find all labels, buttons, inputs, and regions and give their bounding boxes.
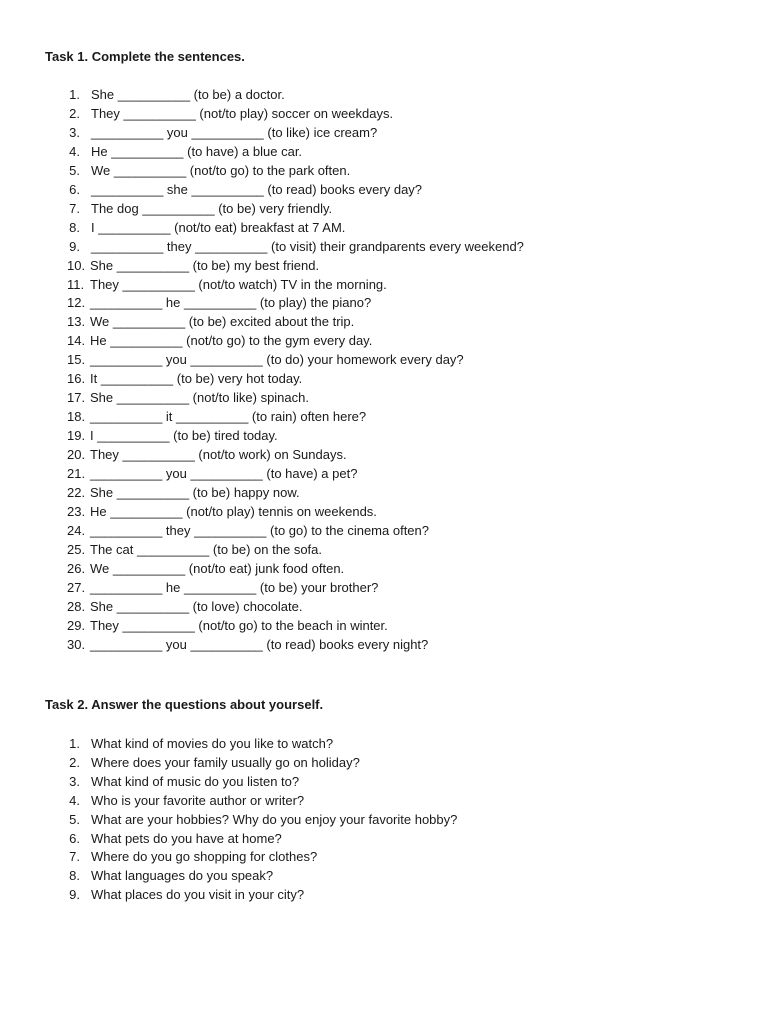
item-text: They __________ (not/to work) on Sundays.	[90, 447, 347, 463]
item-number: 2.	[69, 754, 80, 770]
item-number: 6.	[69, 181, 80, 197]
item-number: 18.	[67, 409, 86, 425]
task2-title: Task 2. Answer the questions about yourself.	[45, 697, 324, 712]
item-text: I __________ (not/to eat) breakfast at 7 AM.	[91, 219, 346, 235]
item-text: She __________ (to be) a doctor.	[91, 87, 285, 102]
item-number: 3.	[69, 124, 80, 140]
item-number: 10.	[67, 257, 86, 273]
item-number: 29.	[67, 617, 86, 633]
item-number: 7.	[69, 200, 80, 216]
item-number: 30.	[67, 636, 86, 652]
item-number: 7.	[69, 849, 80, 865]
item-text: She __________ (to love) chocolate.	[90, 598, 303, 614]
item-text: __________ you __________ (to read) books every night?	[90, 636, 429, 652]
item-text: He __________ (not/to go) to the gym every day.	[90, 333, 373, 349]
item-number: 4.	[69, 792, 80, 808]
item-text: He __________ (not/to play) tennis on weekends.	[90, 503, 377, 519]
item-text: The dog __________ (to be) very friendly.	[91, 200, 333, 216]
item-number: 27.	[67, 579, 86, 595]
item-text: __________ you __________ (to do) your homework every day?	[90, 352, 464, 368]
item-number: 1.	[69, 736, 80, 751]
item-number: 5.	[69, 811, 80, 827]
item-text: What places do you visit in your city?	[91, 887, 305, 903]
item-number: 16.	[67, 371, 86, 387]
item-text: What languages do you speak?	[91, 868, 274, 884]
item-text: The cat __________ (to be) on the sofa.	[90, 541, 323, 557]
item-number: 26.	[67, 560, 86, 576]
item-text: It __________ (to be) very hot today.	[90, 371, 303, 387]
item-number: 22.	[67, 484, 86, 500]
item-text: Who is your favorite author or writer?	[91, 792, 305, 808]
item-number: 24.	[67, 522, 86, 538]
item-number: 12.	[67, 295, 86, 311]
item-text: __________ he __________ (to be) your brother?	[90, 579, 379, 595]
item-text: Where do you go shopping for clothes?	[91, 849, 318, 865]
item-text: __________ they __________ (to go) to the cinema often?	[90, 522, 429, 538]
item-text: What kind of movies do you like to watch?	[91, 736, 334, 751]
item-number: 6.	[69, 830, 80, 846]
item-number: 23.	[67, 503, 86, 519]
item-number: 28.	[67, 598, 86, 614]
item-text: __________ it __________ (to rain) often here?	[90, 409, 367, 425]
item-number: 3.	[69, 773, 80, 789]
item-number: 8.	[69, 219, 80, 235]
item-text: They __________ (not/to go) to the beach in winter.	[90, 617, 388, 633]
item-text: What are your hobbies? Why do you enjoy your favorite hobby?	[91, 811, 458, 827]
item-number: 1.	[69, 87, 80, 102]
item-text: We __________ (not/to go) to the park often.	[91, 162, 351, 178]
item-number: 25.	[67, 541, 86, 557]
item-text: __________ you __________ (to have) a pet?	[90, 466, 358, 481]
item-text: I __________ (to be) tired today.	[90, 428, 278, 444]
item-number: 21.	[67, 466, 86, 481]
item-number: 13.	[67, 314, 86, 330]
item-text: Where does your family usually go on holiday?	[91, 754, 360, 770]
item-number: 2.	[69, 105, 80, 121]
item-text: They __________ (not/to watch) TV in the morning.	[90, 276, 387, 292]
item-number: 20.	[67, 447, 86, 463]
item-number: 4.	[69, 143, 80, 159]
item-text: We __________ (not/to eat) junk food often.	[90, 560, 345, 576]
item-text: She __________ (to be) happy now.	[90, 484, 300, 500]
item-text: She __________ (not/to like) spinach.	[90, 390, 309, 406]
item-number: 11.	[67, 276, 85, 292]
item-number: 19.	[67, 428, 86, 444]
item-number: 8.	[69, 868, 80, 884]
item-number: 9.	[69, 238, 80, 254]
item-text: What pets do you have at home?	[91, 830, 282, 846]
item-number: 14.	[67, 333, 86, 349]
item-number: 17.	[67, 390, 86, 406]
item-text: __________ you __________ (to like) ice cream?	[91, 124, 378, 140]
item-number: 5.	[69, 162, 80, 178]
item-text: What kind of music do you listen to?	[91, 773, 300, 789]
item-number: 9.	[69, 887, 80, 903]
item-text: They __________ (not/to play) soccer on weekdays.	[91, 105, 394, 121]
item-text: We __________ (to be) excited about the trip.	[90, 314, 355, 330]
item-text: __________ he __________ (to play) the piano?	[90, 295, 372, 311]
task1-title: Task 1. Complete the sentences.	[45, 49, 245, 64]
item-text: __________ they __________ (to visit) their grandparents every weekend?	[91, 238, 524, 254]
item-text: He __________ (to have) a blue car.	[91, 143, 303, 159]
item-text: __________ she __________ (to read) books every day?	[91, 181, 423, 197]
item-text: She __________ (to be) my best friend.	[90, 257, 320, 273]
item-number: 15.	[67, 352, 86, 368]
